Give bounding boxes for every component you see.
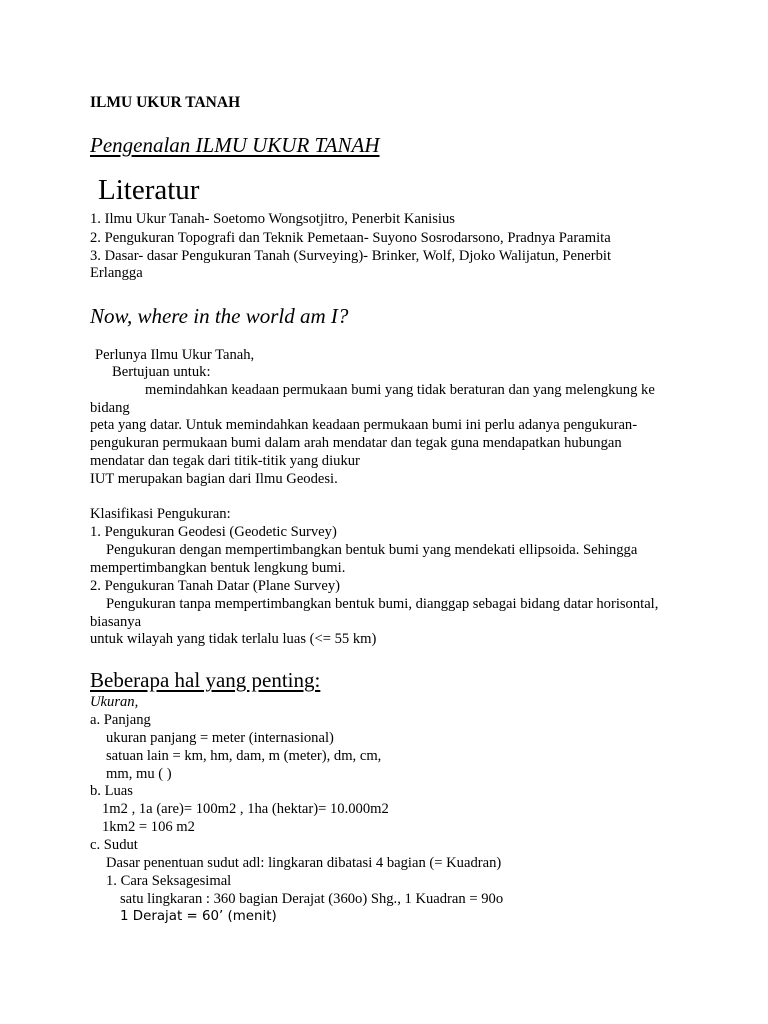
klasifikasi-line: 1. Pengukuran Geodesi (Geodetic Survey)	[90, 524, 337, 540]
penting-line: 1 Derajat = 60’ (menit)	[120, 909, 277, 924]
penting-line: b. Luas	[90, 783, 133, 799]
penting-line: c. Sudut	[90, 837, 138, 853]
penting-line: a. Panjang	[90, 712, 151, 728]
paragraph-line: bidang	[90, 400, 130, 416]
paragraph-line: IUT merupakan bagian dari Ilmu Geodesi.	[90, 471, 338, 487]
main-title: ILMU UKUR TANAH	[90, 94, 241, 111]
penting-line: 1km2 = 106 m2	[102, 819, 195, 835]
klasifikasi-line: 2. Pengukuran Tanah Datar (Plane Survey)	[90, 578, 340, 594]
paragraph-line: mendatar dan tegak dari titik-titik yang diukur	[90, 453, 360, 469]
penting-line: 1m2 , 1a (are)= 100m2 , 1ha (hektar)= 10.000m2	[102, 801, 389, 817]
penting-line: 1. Cara Seksagesimal	[106, 873, 232, 889]
klasifikasi-line: Pengukuran tanpa mempertimbangkan bentuk bumi, dianggap sebagai bidang datar horisontal,	[106, 596, 659, 612]
klasifikasi-line: mempertimbangkan bentuk lengkung bumi.	[90, 560, 346, 576]
penting-line: Ukuran,	[90, 694, 139, 710]
literatur-item: 2. Pengukuran Topografi dan Teknik Pemetaan- Suyono Sosrodarsono, Pradnya Paramita	[90, 230, 611, 246]
penting-line: satuan lain = km, hm, dam, m (meter), dm, cm,	[106, 748, 382, 764]
literatur-item: 3. Dasar- dasar Pengukuran Tanah (Surveying)- Brinker, Wolf, Djoko Walijatun, Penerbit	[90, 248, 612, 264]
subtitle: Pengenalan ILMU UKUR TANAH	[90, 133, 380, 157]
penting-heading: Beberapa hal yang penting:	[90, 668, 321, 692]
klasifikasi-line: untuk wilayah yang tidak terlalu luas (<= 55 km)	[90, 631, 377, 647]
literatur-item: Erlangga	[90, 265, 143, 281]
literatur-heading: Literatur	[98, 174, 200, 206]
paragraph-line: peta yang datar. Untuk memindahkan keadaan permukaan bumi ini perlu adanya pengukuran-	[90, 417, 638, 433]
literatur-item: 1. Ilmu Ukur Tanah- Soetomo Wongsotjitro, Penerbit Kanisius	[90, 211, 455, 227]
paragraph-line: memindahkan keadaan permukaan bumi yang tidak beraturan dan yang melengkung ke	[145, 382, 655, 398]
world-heading: Now, where in the world am I?	[90, 304, 349, 328]
penting-line: satu lingkaran : 360 bagian Derajat (360o) Shg., 1 Kuadran = 90o	[120, 891, 504, 907]
klasifikasi-heading: Klasifikasi Pengukuran:	[90, 506, 231, 522]
penting-line: mm, mu ( )	[106, 766, 172, 782]
klasifikasi-line: Pengukuran dengan mempertimbangkan bentuk bumi yang mendekati ellipsoida. Sehingga	[106, 542, 638, 558]
penting-line: ukuran panjang = meter (internasional)	[106, 730, 334, 746]
klasifikasi-line: biasanya	[90, 614, 142, 630]
paragraph-line: Perlunya Ilmu Ukur Tanah,	[95, 347, 255, 363]
penting-line: Dasar penentuan sudut adl: lingkaran dibatasi 4 bagian (= Kuadran)	[106, 855, 502, 871]
paragraph-line: pengukuran permukaan bumi dalam arah mendatar dan tegak guna mendapatkan hubungan	[90, 435, 622, 451]
paragraph-line: Bertujuan untuk:	[112, 364, 211, 380]
